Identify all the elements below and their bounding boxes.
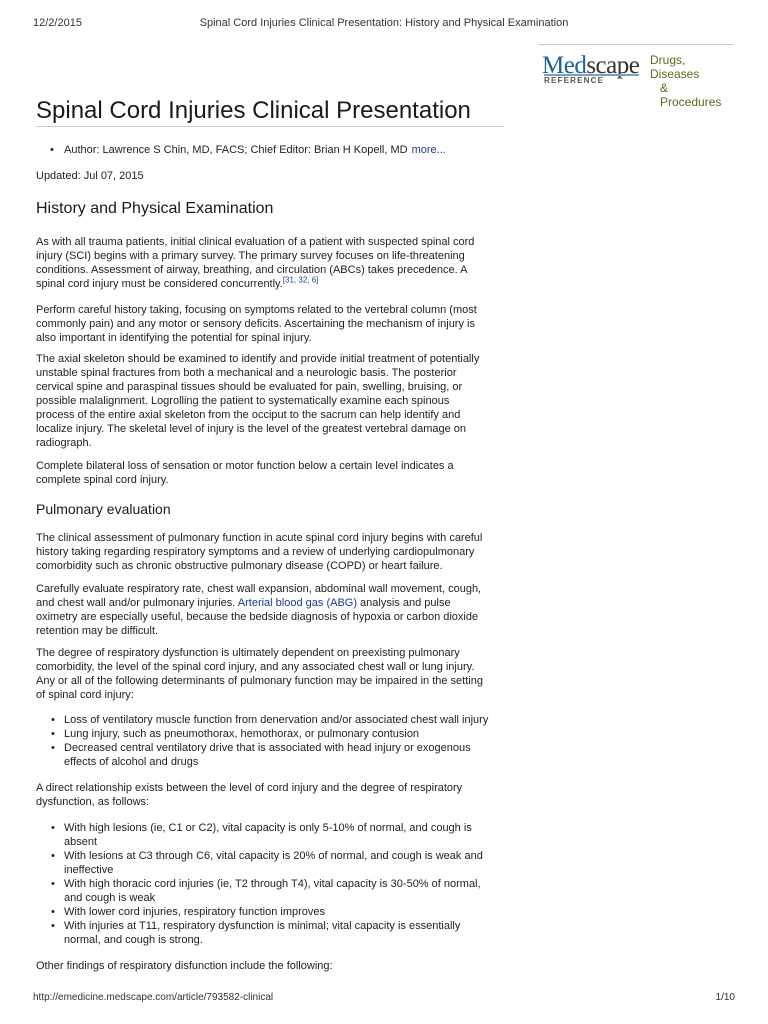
pulmonary-paragraph-3: The degree of respiratory dysfunction is ultimately dependent on preexisting pulmonary comorbidity, the level of the spinal cord injury, and any associated chest wall or lung injury. Any or all of the following determinants of pulmonary function may be impaired in the setting of spinal cord injury: bbox=[36, 647, 483, 701]
list-item: • Decreased central ventilatory drive that is associated with head injury or exogenous effects of alcohol and drugs bbox=[36, 741, 496, 769]
pulmonary-p1-wrap bbox=[36, 531, 486, 573]
print-date: 12/2/2015 bbox=[33, 17, 82, 29]
logo-wordmark: Medscape bbox=[542, 52, 640, 79]
pulmonary-p2-wrap bbox=[36, 582, 486, 638]
list-item: • With high lesions (ie, C1 or C2), vital capacity is only 5-10% of normal, and cough is absent bbox=[36, 821, 496, 849]
injury-level-list bbox=[36, 821, 496, 947]
pulmonary-p5-wrap bbox=[36, 959, 486, 973]
updated-date: Updated: Jul 07, 2015 bbox=[36, 170, 144, 182]
header-divider bbox=[538, 44, 733, 45]
title-divider bbox=[36, 126, 504, 127]
arterial-blood-gas-link[interactable]: Arterial blood gas (ABG) bbox=[237, 597, 357, 609]
history-paragraph-4: Complete bilateral loss of sensation or motor function below a certain level indicates a complete spinal cord injury. bbox=[36, 460, 454, 486]
pulmonary-paragraph-4: A direct relationship exists between the level of cord injury and the degree of respiratory dysfunction, as follows: bbox=[36, 782, 463, 808]
pulmonary-paragraph-5: Other findings of respiratory disfunction include the following: bbox=[36, 960, 333, 972]
list-item: • With injuries at T11, respiratory dysfunction is minimal; vital capacity is essentially normal, and cough is strong. bbox=[36, 919, 496, 947]
determinants-list bbox=[36, 713, 496, 769]
logo-reference-label: REFERENCE bbox=[544, 74, 639, 85]
history-p3-wrap bbox=[36, 352, 486, 450]
history-paragraph-2: Perform careful history taking, focusing on symptoms related to the vertebral column (most commonly pain) and any motor or sensory deficits. Ascertaining the mechanism of injury is also important in identifying the potential for spinal injury. bbox=[36, 304, 477, 344]
list-item: • Loss of ventilatory muscle function from denervation and/or associated chest wall injury bbox=[36, 713, 496, 727]
history-heading-wrap bbox=[36, 200, 486, 218]
list-item: • With high thoracic cord injuries (ie, T2 through T4), vital capacity is 30-50% of normal, and cough is weak bbox=[36, 877, 496, 905]
list-item: • With lower cord injuries, respiratory function improves bbox=[36, 905, 496, 919]
history-p4-wrap bbox=[36, 459, 486, 487]
footer-url: http://emedicine.medscape.com/article/793582-clinical bbox=[33, 992, 274, 1003]
print-header bbox=[0, 17, 768, 31]
print-footer bbox=[0, 992, 768, 1006]
history-p1-wrap bbox=[36, 235, 486, 291]
pulmonary-paragraph-1: The clinical assessment of pulmonary function in acute spinal cord injury begins with careful history taking regarding respiratory symptoms and a review of underlying cardiopulmonary comorbidity such as chronic obstructive pulmonary disease (COPD) or heart failure. bbox=[36, 532, 483, 572]
bullet-icon: • bbox=[50, 144, 54, 156]
citation-link[interactable]: [31, 32, 6] bbox=[282, 275, 319, 285]
pulmonary-heading-wrap bbox=[36, 501, 486, 517]
list-item: • Lung injury, such as pneumothorax, hemothorax, or pulmonary contusion bbox=[36, 727, 496, 741]
page-number: 1/10 bbox=[715, 992, 735, 1003]
history-p2-wrap bbox=[36, 303, 486, 345]
injury-level-list-wrap bbox=[36, 821, 496, 947]
pulmonary-p3-wrap bbox=[36, 646, 486, 702]
medscape-logo[interactable] bbox=[542, 52, 732, 109]
article-title: Spinal Cord Injuries Clinical Presentation bbox=[36, 97, 471, 124]
author-text: Author: Lawrence S Chin, MD, FACS; Chief Editor: Brian H Kopell, MD bbox=[64, 144, 408, 156]
logo-tagline: Drugs, Diseases & Procedures bbox=[650, 53, 722, 109]
history-paragraph-1: As with all trauma patients, initial clinical evaluation of a patient with suspected spinal cord injury (SCI) begins with a primary survey. The primary survey focuses on life-threatening conditions. Assessment of airway, breathing, and circulation (ABCs) takes precedence. A spinal cord injury must be considered concurrently.[31, 32, 6] bbox=[36, 236, 475, 290]
section-heading-history: History and Physical Examination bbox=[36, 200, 274, 217]
more-authors-link[interactable]: more... bbox=[411, 144, 446, 156]
pulmonary-paragraph-2: Carefully evaluate respiratory rate, chest wall expansion, abdominal wall movement, cough, and chest wall and/or pulmonary injuries. Arterial blood gas (ABG) analysis and pulse oximetry are especially useful, because the bedside diagnosis of hypoxia or carbon dioxide retention may be difficult. bbox=[36, 583, 482, 637]
history-paragraph-3: The axial skeleton should be examined to identify and provide initial treatment of potentially unstable spinal fractures from both a mechanical and a neurologic basis. The posterior cervical spine and paraspinal tissues should be evaluated for pain, swelling, bruising, or possible malalignment. Logrolling the patient to systematically examine each spinous process of the entire axial skeleton from the occiput to the sacrum can help identify and localize injury. The skeletal level of injury is the level of the greatest vertebral damage on radiograph. bbox=[36, 353, 480, 449]
section-heading-pulmonary: Pulmonary evaluation bbox=[36, 501, 171, 517]
print-page-title: Spinal Cord Injuries Clinical Presentation: History and Physical Examination bbox=[199, 17, 569, 29]
pulmonary-p4-wrap bbox=[36, 781, 486, 809]
determinants-list-wrap bbox=[36, 713, 496, 769]
list-item: • With lesions at C3 through C6, vital capacity is 20% of normal, and cough is weak and ineffective bbox=[36, 849, 496, 877]
